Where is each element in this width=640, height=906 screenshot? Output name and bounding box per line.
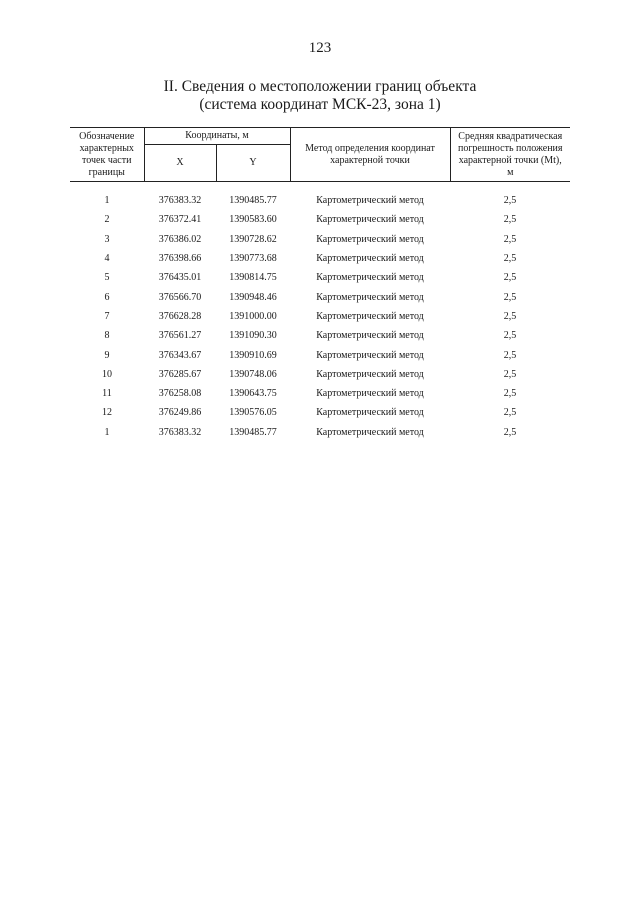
y-cell: 1390910.69 [229,349,277,361]
x-cell: 376383.32 [158,426,202,438]
header-error: Средняя квадратическая погрешность положения характерной точки (Mt), м [450,128,570,182]
point-cell: 8 [104,330,110,342]
table-body [70,182,570,442]
method-cell: Картометрический метод [316,388,424,400]
x-cell: 376386.02 [158,233,202,245]
x-cell: 376372.41 [158,214,202,226]
section-title [0,78,640,114]
table-row [70,210,570,229]
table-row [70,287,570,306]
method-cell: Картометрический метод [316,330,424,342]
point-cell: 5 [104,272,110,284]
table-row [70,403,570,422]
x-cell: 376249.86 [158,407,202,419]
table-row [70,249,570,268]
y-cell: 1390948.46 [229,291,277,303]
error-cell: 2,5 [503,368,517,380]
x-cell: 376383.32 [158,195,202,207]
header-y: Y [216,145,290,182]
method-cell: Картометрический метод [316,349,424,361]
table-row [70,326,570,345]
table-row [70,384,570,403]
y-cell: 1390643.75 [229,388,277,400]
section-title-line-1: II. Сведения о местоположении границ объекта [163,78,477,95]
x-cell: 376566.70 [158,291,202,303]
point-cell: 7 [104,310,110,322]
point-cell: 9 [104,349,110,361]
error-cell: 2,5 [503,310,517,322]
y-cell: 1390576.05 [229,407,277,419]
method-cell: Картометрический метод [316,426,424,438]
point-cell: 1 [104,195,110,207]
point-cell: 1 [104,426,110,438]
y-cell: 1390748.06 [229,368,277,380]
error-cell: 2,5 [503,407,517,419]
method-cell: Картометрический метод [316,214,424,226]
x-cell: 376285.67 [158,368,202,380]
header-x: X [144,145,216,182]
table-row [70,230,570,249]
y-cell: 1390485.77 [229,195,277,207]
y-cell: 1390485.77 [229,426,277,438]
x-cell: 376628.28 [158,310,202,322]
table-row [70,191,570,210]
x-cell: 376258.08 [158,388,202,400]
method-cell: Картометрический метод [316,272,424,284]
method-cell: Картометрический метод [316,195,424,207]
point-cell: 12 [102,407,112,419]
x-cell: 376398.66 [158,253,202,265]
page-number: 123 [308,40,332,56]
method-cell: Картометрический метод [316,233,424,245]
table-row [70,345,570,364]
error-cell: 2,5 [503,214,517,226]
point-cell: 4 [104,253,110,265]
y-cell: 1390814.75 [229,272,277,284]
section-title-line-2: (система координат МСК-23, зона 1) [199,96,441,113]
method-cell: Картометрический метод [316,407,424,419]
method-cell: Картометрический метод [316,310,424,322]
method-cell: Картометрический метод [316,368,424,380]
point-cell: 6 [104,291,110,303]
y-cell: 1391090.30 [229,330,277,342]
error-cell: 2,5 [503,253,517,265]
error-cell: 2,5 [503,349,517,361]
y-cell: 1390773.68 [229,253,277,265]
table-row [70,268,570,287]
error-cell: 2,5 [503,426,517,438]
x-cell: 376561.27 [158,330,202,342]
table-row [70,307,570,326]
y-cell: 1391000.00 [229,310,277,322]
y-cell: 1390728.62 [229,233,277,245]
error-cell: 2,5 [503,233,517,245]
table-row [70,423,570,442]
error-cell: 2,5 [503,272,517,284]
error-cell: 2,5 [503,291,517,303]
header-method: Метод определения координат характерной точки [290,128,450,182]
x-cell: 376435.01 [158,272,202,284]
error-cell: 2,5 [503,195,517,207]
point-cell: 10 [102,368,112,380]
method-cell: Картометрический метод [316,253,424,265]
coordinates-table [70,127,570,442]
point-cell: 2 [104,214,110,226]
y-cell: 1390583.60 [229,214,277,226]
error-cell: 2,5 [503,388,517,400]
x-cell: 376343.67 [158,349,202,361]
error-cell: 2,5 [503,330,517,342]
point-cell: 3 [104,233,110,245]
header-coordinates: Координаты, м [144,128,290,145]
point-cell: 11 [102,388,112,400]
table-row [70,365,570,384]
method-cell: Картометрический метод [316,291,424,303]
header-point-designation: Обозначение характерных точек части границы [70,128,144,182]
